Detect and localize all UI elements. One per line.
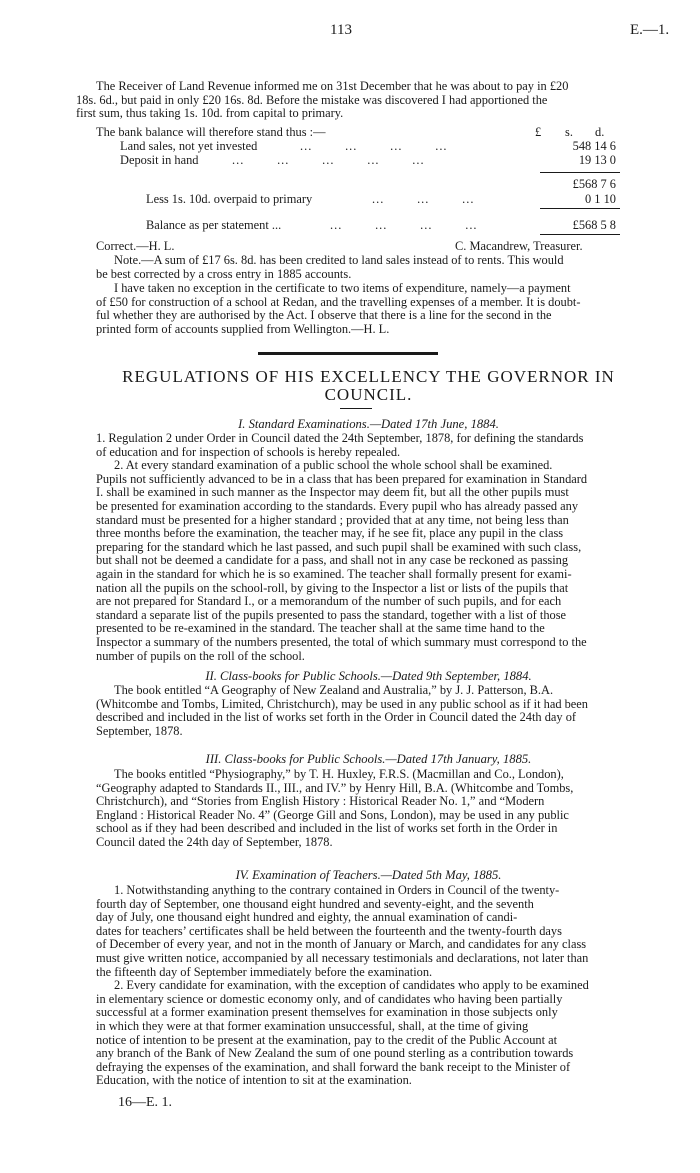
- exception-line: ful whether they are authorised by the Act. I observe that there is a line for the second in the: [96, 308, 552, 323]
- note-line: be best corrected by a cross entry in 1885 accounts.: [96, 266, 352, 281]
- section-4-line: 2. Every candidate for examination, with the exception of candidates who apply to be examined: [114, 978, 589, 993]
- section-4-line: successful at a former examination present themselves for examination in those subjects only: [96, 1005, 558, 1020]
- sum-rule: [540, 172, 620, 173]
- page-number: 113: [330, 22, 352, 38]
- section-1-line: of education and for inspection of schools is hereby repealed.: [96, 444, 401, 459]
- section-1-body: [96, 432, 641, 663]
- section-1-line: number of pupils on the roll of the school.: [96, 648, 305, 663]
- note-paragraph: [96, 254, 641, 281]
- section-2-body: [96, 684, 641, 738]
- exception-paragraph: [96, 282, 641, 336]
- section-3-line: school as if they had been described and included in the list of works set forth in the Order in: [96, 821, 558, 836]
- section-4-line: of December of every year, and not in the month of January or March, and candidates for any class: [96, 937, 587, 952]
- signature-mark: 16—E. 1.: [118, 1095, 173, 1110]
- dot-leader: ... ... ... ... ...: [232, 153, 425, 167]
- section-4-body: [96, 884, 641, 1088]
- section-3-line: The books entitled “Physiography,” by T. H. Huxley, F.R.S. (Macmillan and Co., London),: [114, 767, 564, 781]
- intro-line: first sum, thus taking 1s. 10d. from capital to primary.: [76, 106, 344, 121]
- section-4-line: dates for teachers’ certificates shall be held between the fourteenth and the twenty-fourth days: [96, 923, 562, 938]
- section-4-line: must give written notice, accompanied by all necessary testimonials and declarations, not later than: [96, 950, 589, 965]
- intro-line: The Receiver of Land Revenue informed me on 31st December that he was about to pay in £20: [96, 79, 569, 93]
- balance-item-label: Land sales, not yet invested: [120, 139, 258, 153]
- exception-line: I have taken no exception in the certificate to two items of expenditure, namely—a payment: [114, 281, 571, 295]
- section-4-line: Education, with the notice of intention to sit at the examination.: [96, 1073, 412, 1088]
- intro-paragraph: [76, 79, 641, 121]
- section-1-line: presented to be re-examined in the standard. The teacher shall at the same time hand to the: [96, 621, 545, 636]
- intro-line: 18s. 6d., but paid in only £20 16s. 8d. Before the mistake was discovered I had apportioned the: [76, 92, 548, 107]
- sum-rule: [540, 208, 620, 209]
- section-2-line: The book entitled “A Geography of New Zealand and Australia,” by J. J. Patterson, B.A.: [114, 683, 554, 697]
- dot-leader: ... ... ... ...: [300, 139, 448, 153]
- section-2-heading: II. Class-books for Public Schools.—Dated 9th September, 1884.: [205, 669, 532, 683]
- exception-line: printed form of accounts supplied from Wellington.—H. L.: [96, 321, 390, 336]
- note-line: Note.—A sum of £17 6s. 8d. has been credited to land sales instead of to rents. This would: [114, 253, 564, 267]
- dot-leader: ... ... ...: [372, 192, 475, 206]
- section-3-line: Council dated the 24th day of September, 1878.: [96, 834, 333, 849]
- less-amount: 0 1 10: [585, 192, 616, 206]
- section-4-line: notice of intention to be present at the examination, pay to the credit of the Public Account at: [96, 1032, 558, 1047]
- section-3-body: [96, 768, 641, 850]
- section-4-line: the fifteenth day of September immediately before the examination.: [96, 964, 433, 979]
- balance-lead: The bank balance will therefore stand thus :—: [96, 125, 326, 139]
- less-label: Less 1s. 10d. overpaid to primary: [146, 192, 313, 206]
- section-1-line: Inspector a summary of the numbers presented, the total of which summary must correspond to the: [96, 634, 587, 649]
- balance-statement-label: Balance as per statement ...: [146, 218, 282, 232]
- dot-leader: ... ... ... ...: [330, 218, 478, 232]
- correct-signature: Correct.—H. L.: [96, 239, 175, 253]
- section-1-line: 2. At every standard examination of a public school the whole school shall be examined.: [114, 458, 553, 473]
- section-4-line: in elementary science or domestic economy only, and of candidates who having been partially: [96, 991, 563, 1006]
- regulations-title: [96, 368, 641, 404]
- section-4-heading: IV. Examination of Teachers.—Dated 5th May, 1885.: [235, 868, 502, 882]
- section-2-line: described and included in the list of works set forth in the Order in Council dated the 24th day of: [96, 710, 577, 725]
- section-divider: [258, 352, 438, 355]
- section-1-line: three months before the examination, the teacher may, if he see fit, place any pupil in the class: [96, 526, 564, 541]
- balance-item-amount: 548 14 6: [572, 139, 616, 153]
- col-pounds: £: [535, 125, 542, 139]
- section-3-line: “Geography adapted to Standards II., III., and IV.” by Henry Hill, B.A. (Whitcombe and Tombs,: [96, 780, 574, 795]
- section-4-line: in which they were at that former examination unsuccessful, shall, at the time of giving: [96, 1018, 529, 1033]
- section-2-line: (Whitcombe and Tombs, Limited, Christchurch), may be used in any public school as if it had been: [96, 696, 589, 711]
- balance-item-label: Deposit in hand: [120, 153, 199, 167]
- section-3-line: Christchurch), and “Stories from English History : Historical Reader No. 1,” and “Modern: [96, 794, 545, 809]
- sum-rule: [540, 234, 620, 235]
- title-line: COUNCIL.: [324, 385, 413, 404]
- section-1-line: again in the standard for which he is so examined. The teacher shall formally present for exami-: [96, 566, 572, 581]
- exception-line: of £50 for construction of a school at Redan, and the travelling expenses of a member. It is doubt-: [96, 294, 581, 309]
- section-4-line: defraying the expenses of the examination, and shall forward the bank receipt to the Minister of: [96, 1059, 571, 1074]
- title-line: REGULATIONS OF HIS EXCELLENCY THE GOVERNOR IN: [122, 367, 615, 386]
- section-1-line: standard must be presented for a higher standard ; provided that at any time, not being less than: [96, 512, 569, 527]
- section-1-line: preparing for the standard which he last passed, and such pupil shall be examined with such class,: [96, 539, 582, 554]
- section-4-line: fourth day of September, one thousand eight hundred and seventy-eight, and the seventh: [96, 896, 534, 911]
- section-3-line: England : Historical Reader No. 4” (George Gill and Sons, London), may be used in any public: [96, 807, 569, 822]
- balance-statement-amount: £568 5 8: [572, 218, 616, 232]
- col-pence: d.: [595, 125, 605, 139]
- balance-subtotal: £568 7 6: [572, 177, 616, 191]
- section-1-line: be presented for examination according to the standards. Every pupil who has already passed any: [96, 498, 579, 513]
- section-1-heading: I. Standard Examinations.—Dated 17th June, 1884.: [238, 417, 499, 431]
- col-shillings: s.: [565, 125, 573, 139]
- section-4-line: 1. Notwithstanding anything to the contrary contained in Orders in Council of the twenty-: [114, 883, 560, 897]
- page-reference: E.—1.: [630, 22, 670, 38]
- treasurer-signature: C. Macandrew, Treasurer.: [455, 239, 583, 253]
- section-1-line: nation all the pupils on the school-roll, by giving to the Inspector a list or lists of the pupils that: [96, 580, 569, 595]
- section-4-line: any branch of the Bank of New Zealand the sum of one pound sterling as a contribution towards: [96, 1046, 574, 1061]
- section-1-line: I. shall be examined in such manner as the Inspector may deem fit, but all the other pupils must: [96, 485, 569, 500]
- section-4-line: day of July, one thousand eight hundred and eighty, the annual examination of candi-: [96, 910, 518, 925]
- section-1-line: but shall not be deemed a candidate for a pass, and shall not in any case be reckoned as passing: [96, 553, 569, 568]
- section-1-line: standard a separate list of the pupils presented to pass the standard, together with a list of those: [96, 607, 567, 622]
- title-rule: [340, 408, 372, 409]
- section-1-line: Pupils not sufficiently advanced to be in a class that has been prepared for examination in Standard: [96, 471, 588, 486]
- section-1-line: are not prepared for Standard I., or a memorandum of the number of such pupils, and for each: [96, 594, 562, 609]
- section-2-line: September, 1878.: [96, 723, 183, 738]
- section-1-line: 1. Regulation 2 under Order in Council dated the 24th September, 1878, for defining the standards: [96, 431, 584, 445]
- balance-item-amount: 19 13 0: [578, 153, 616, 167]
- section-3-heading: III. Class-books for Public Schools.—Dated 17th January, 1885.: [205, 752, 532, 766]
